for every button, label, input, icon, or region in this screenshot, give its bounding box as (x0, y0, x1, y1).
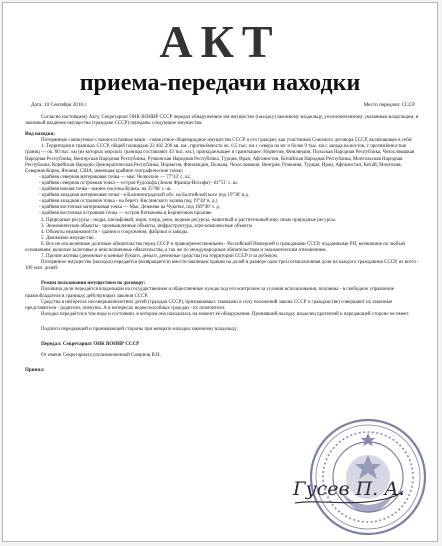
document-subtitle: приема-передачи находки (79, 70, 361, 96)
geo-point-7: - крайняя восточная островная точка — остров Ратманова в Беринговом проливе. (39, 211, 213, 217)
handwritten-signature (289, 469, 407, 517)
list-heading: Вид находки: (25, 132, 55, 138)
document-title: АКТ (159, 16, 281, 67)
geo-point-5: - крайняя западная островная точка - на берегу Вислинского залива под 19°38' в. д.) (39, 199, 218, 205)
usage-heading: Режим пользования имуществом по договору: (41, 281, 146, 287)
item-obligations: 6. Все не исключённые долговые обязательства перед СССР и правопреемственными - Российской Империей и гражданами СССР, подданными РИ, возникшие по любым основаниям, включая залоговые и неисполненные обязательства, а так же по международным обязательствам и экономическим отношениям. (25, 241, 405, 253)
geo-point-3: - крайняя южная точка - южнее поселка Кушка, на 35°08' с. ш. (39, 187, 172, 193)
geo-point-1: - крайняя северная материковая точка — мыс Челюскин — 77°43' с. ш.; (39, 174, 192, 180)
item-resources: 2. Природные ресурсы - недра, шельфовый, моря, озера, реки, водные ресурсы, животный и растительный мир, иные природные ресурсы. (41, 217, 337, 223)
received-by: Принял: (25, 368, 45, 374)
closing-paragraph: Подписи передающей и принимающей стороны при возврате находки законному владельцу: (41, 326, 238, 332)
transferred-by: Передал: Секретариат ОНК ВОНИР СССР (41, 342, 140, 347)
transfer-paragraph: Потерянное имущество (находка) передаётся (возвращается) вместе/законным правам на долей в размере одна трехсотмиллионная доля на каждого гражданина СССР, из всего - 100 млн. долей. (25, 260, 419, 272)
transfer-place: Место передачи: СССР (363, 102, 415, 108)
usage-paragraph-1: Половина доли передаётся владельцам на государственные и общественные нужды под его контролем за условия использования, половина - в свободное управление правообладателя в границах действующих законов СССР. (25, 287, 394, 299)
item-territory: 1. Территория в границах СССР, общей площадью 22 402 200 кв. км., протяжённость ок. 6,5 тыс. км с севера на юг и более 9 тыс. км с запада на восток, с протяжённостью границ — ок. 60 тыс. км (из которых морских границы составляют 43 тыс. км.), принадлежащее и граничащее: Норвегия, Финляндия, Польская Народная Республика, Чехословацкая Народная Республика, Венгерская Народная Республика, Румынская Народная Республика, Турция, Иран, Афганистан, Китайская Народная Республика, Монгольская Народная Республика, Корейская Народно-Демократическая Республика, Норвегия, Финляндия, Польша, Чехословакия, Венгрия, Румыния, Турция, Иран, Афганистан, Китай, Монголия, Северная Корея, Япония, США, имеющая крайние географические точки: (25, 144, 415, 174)
intro-paragraph: Согласно настоящему Акту, Секретариат ОНК ВОНИР СССР передал обнаруженное им имущество (находку) законному владельцу, уполномоченному указанным владельцем, в законный владение имущества (граждане СССР) переданы следующие имущества: (25, 115, 419, 127)
on-behalf-line: От имени Секретариата уполномоченный Смирнов В.Н. (41, 353, 161, 359)
list-intro: Потерянные совокупные сложносоставные вещи - совокупное общенародное имущество СССР и его граждан, как участников Союзного договора СССР, включающее в себя: (41, 138, 413, 144)
document-body (25, 115, 421, 374)
document-date: Дата: 10 Сентября 2016 г. (31, 102, 88, 108)
svg-text:Гусев П. А.: Гусев П. А. (293, 478, 405, 500)
usage-paragraph-2: Средства в интересах несовершеннолетних детей (граждан СССР), признаваемых таковыми в силу положений закона СССР о гражданстве) совершают их законные представители - родители, опекуны. А в интересах недееспособных граждан - их попечители. (25, 299, 393, 311)
geo-point-4: - крайняя западная материковая точка - в Калининградской обл. на Балтийской косе под 19°38' в.д. (39, 193, 250, 199)
document-page (2, 2, 438, 542)
item-assets: 7. Прочие активы (денежные и ценные бумаги, деньги, денежные средства) на территории СССР и за рубежом. (41, 254, 279, 260)
usage-paragraph-3: Находка передаётся в том виде и состоянии, в котором она находилась на момент её обнаружения. Принявший находку владелец претензий к передающей стороне не имеет. (41, 311, 410, 317)
geo-point-2: - крайняя северная островная точка —остров Рудольфа (Земля Франца-Иосифа) - 81°51' с. ш. (39, 180, 239, 186)
geo-point-6: - крайняя восточная материковая точка — Мыс Дежнева на Чукотке, под 169°40' з. д. (39, 205, 221, 211)
item-economic: 3. Экономические объекты - промышленные объекты, инфраструктура, агро-комплексные объекты (41, 223, 252, 229)
document-meta (31, 102, 415, 109)
item-movable: 5. Движимое имущество. (41, 235, 95, 241)
item-realty: 4. Объекты недвижимости - здания и сооружения, фабрики и заводы. (41, 229, 189, 235)
